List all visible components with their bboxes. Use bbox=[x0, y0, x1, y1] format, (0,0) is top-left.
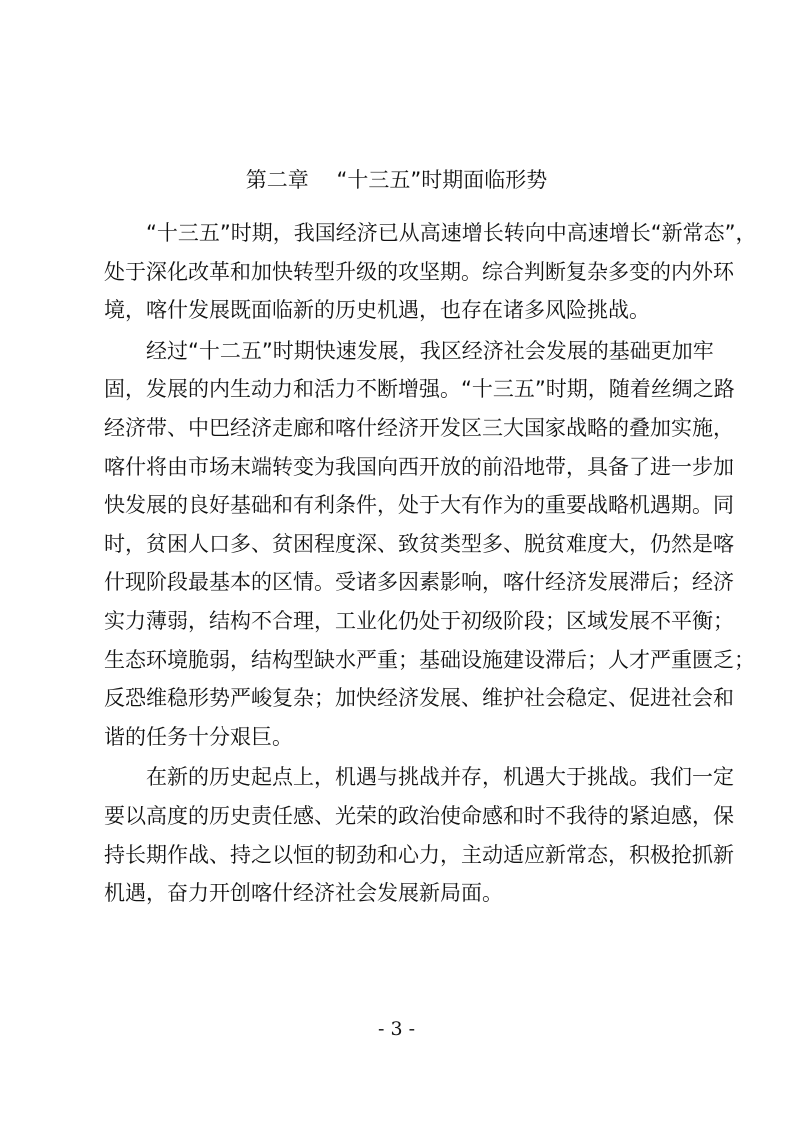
paragraph-line: 处于深化改革和加快转型升级的攻坚期。综合判断复杂多变的内外环 bbox=[104, 259, 734, 284]
paragraph-3 bbox=[104, 758, 734, 912]
paragraph-line: 机遇，奋力开创喀什经济社会发展新局面。 bbox=[104, 881, 503, 906]
paragraph-line: 经济带、中巴经济走廊和喀什经济开发区三大国家战略的叠加实施， bbox=[104, 415, 734, 440]
paragraph-line: 在新的历史起点上，机遇与挑战并存，机遇大于挑战。我们一定 bbox=[146, 765, 734, 790]
paragraph-line: 快发展的良好基础和有利条件，处于大有作为的重要战略机遇期。同 bbox=[104, 493, 734, 518]
paragraph-line: 时，贫困人口多、贫困程度深、致贫类型多、脱贫难度大，仍然是喀 bbox=[104, 531, 734, 556]
paragraph-line: 境，喀什发展既面临新的历史机遇，也存在诸多风险挑战。 bbox=[104, 298, 650, 323]
body-text bbox=[104, 214, 757, 915]
paragraph-2 bbox=[104, 332, 755, 757]
paragraph-line: 生态环境脆弱，结构型缺水严重；基础设施建设滞后；人才严重匮乏； bbox=[104, 647, 755, 672]
page-number: - 3 - bbox=[377, 1018, 415, 1040]
paragraph-line: “十三五”时期，我国经济已从高速增长转向中高速增长“新常态”， bbox=[146, 221, 757, 245]
paragraph-line: 什现阶段最基本的区情。受诸多因素影响，喀什经济发展滞后；经济 bbox=[104, 570, 734, 595]
paragraph-1 bbox=[104, 214, 757, 330]
chapter-heading: 第二章 “十三五”时期面临形势 bbox=[245, 168, 548, 192]
paragraph-line: 要以高度的历史责任感、光荣的政治使命感和时不我待的紧迫感，保 bbox=[104, 803, 734, 828]
paragraph-line: 反恐维稳形势严峻复杂；加快经济发展、维护社会稳定、促进社会和 bbox=[104, 686, 734, 711]
paragraph-line: 持长期作战、持之以恒的韧劲和心力，主动适应新常态，积极抢抓新 bbox=[104, 842, 734, 867]
paragraph-line: 喀什将由市场末端转变为我国向西开放的前沿地带，具备了进一步加 bbox=[104, 454, 734, 479]
paragraph-line: 谐的任务十分艰巨。 bbox=[104, 724, 293, 749]
paragraph-line: 经过“十二五”时期快速发展，我区经济社会发展的基础更加牢 bbox=[146, 338, 714, 363]
paragraph-line: 实力薄弱，结构不合理，工业化仍处于初级阶段；区域发展不平衡； bbox=[104, 608, 734, 633]
paragraph-line: 固，发展的内生动力和活力不断增强。“十三五”时期，随着丝绸之路 bbox=[104, 377, 735, 402]
